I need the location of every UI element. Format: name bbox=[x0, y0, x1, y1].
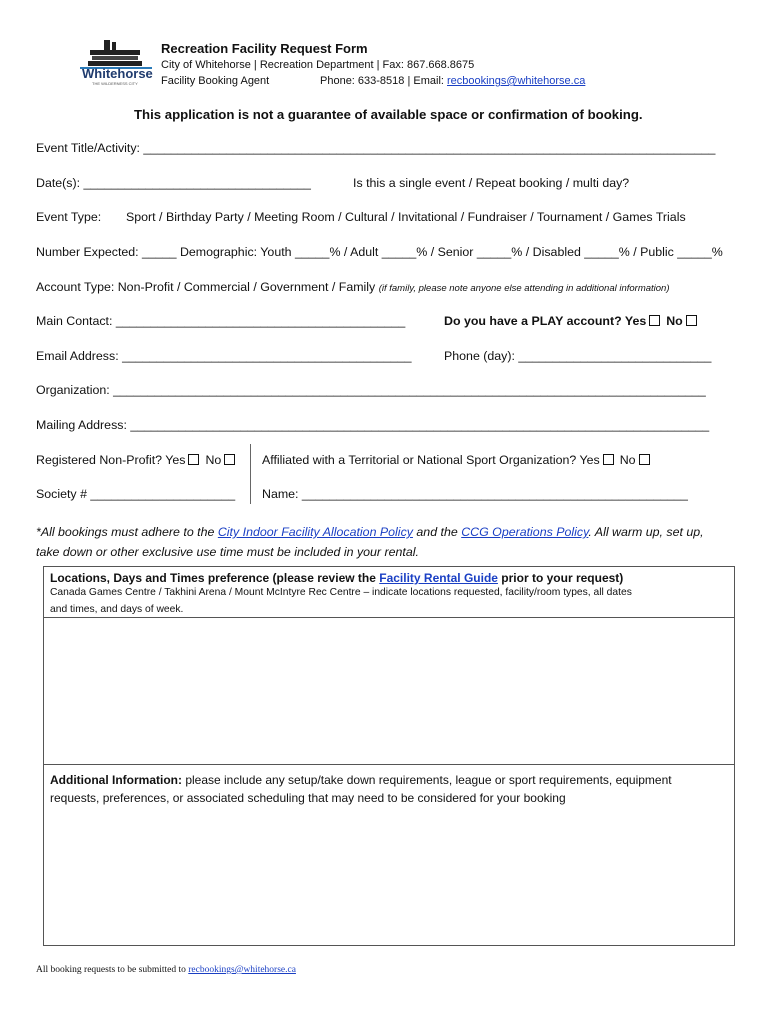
city-logo bbox=[80, 38, 152, 88]
policy-prefix: *All bookings must adhere to the bbox=[36, 525, 218, 539]
header-email-link[interactable]: recbookings@whitehorse.ca bbox=[447, 75, 586, 87]
section-divider bbox=[44, 764, 734, 765]
policy-note bbox=[36, 525, 704, 539]
locations-description-line2: and times, and days of week. bbox=[50, 604, 184, 615]
locations-title-suffix: prior to your request) bbox=[497, 571, 624, 585]
affiliated-no-checkbox[interactable] bbox=[639, 454, 650, 465]
play-no-checkbox[interactable] bbox=[686, 315, 697, 326]
organization-field[interactable]: Organization: ______________________________________________________________________________________ bbox=[36, 383, 706, 397]
non-profit-yes-label: Registered Non-Profit? Yes bbox=[36, 453, 186, 467]
logo-text: Whitehorse bbox=[82, 66, 153, 81]
email-field[interactable]: Email Address: __________________________________________ bbox=[36, 349, 412, 363]
column-divider bbox=[250, 444, 251, 504]
additional-info-line2: requests, preferences, or associated scheduling that may need to be considered for your booking bbox=[50, 791, 566, 805]
footer-text: All booking requests to be submitted to bbox=[36, 965, 189, 975]
organization-name-field[interactable]: Name: ________________________________________________________ bbox=[262, 487, 688, 501]
additional-info-label: Additional Information: bbox=[50, 773, 182, 787]
locations-description-line1: Canada Games Centre / Takhini Arena / Mount McIntyre Rec Centre – indicate locations requested, facility/room types, all dates bbox=[50, 587, 632, 598]
footer-email-link[interactable]: recbookings@whitehorse.ca bbox=[188, 965, 296, 975]
footer-note bbox=[36, 965, 296, 975]
number-expected-field[interactable]: Number Expected: _____ Demographic: Youth _____% / Adult _____% / Senior _____% / Disabled _____% / Public _____% bbox=[36, 245, 723, 259]
non-profit-no-label: No bbox=[205, 453, 222, 467]
allocation-policy-link[interactable]: City Indoor Facility Allocation Policy bbox=[217, 525, 413, 539]
account-type-options[interactable]: Account Type: Non-Profit / Commercial / Government / Family bbox=[36, 280, 379, 294]
operations-policy-link[interactable]: CCG Operations Policy bbox=[461, 525, 589, 539]
booking-agent-label: Facility Booking Agent bbox=[161, 75, 270, 87]
policy-mid: and the bbox=[412, 525, 462, 539]
main-contact-field[interactable]: Main Contact: __________________________________________ bbox=[36, 314, 406, 328]
non-profit-question bbox=[36, 453, 235, 467]
event-type-label: Event Type: bbox=[36, 210, 102, 224]
locations-title-prefix: Locations, Days and Times preference (please review the bbox=[50, 571, 380, 585]
locations-heading bbox=[50, 571, 623, 585]
dates-field[interactable]: Date(s): _________________________________ bbox=[36, 176, 311, 190]
mailing-address-field[interactable]: Mailing Address: ____________________________________________________________________________________ bbox=[36, 418, 710, 432]
play-account-question bbox=[444, 314, 697, 328]
additional-info-line1 bbox=[50, 773, 672, 787]
play-account-yes-label: Do you have a PLAY account? Yes bbox=[444, 314, 647, 328]
phone-text: Phone: 633-8518 | Email: bbox=[320, 75, 447, 87]
phone-field[interactable]: Phone (day): ____________________________ bbox=[444, 349, 712, 363]
policy-note-line2: take down or other exclusive use time must be included in your rental. bbox=[36, 545, 419, 559]
account-type-field[interactable] bbox=[36, 280, 670, 294]
form-title: Recreation Facility Request Form bbox=[161, 41, 368, 56]
affiliation-no-label: No bbox=[619, 453, 636, 467]
locations-input-area[interactable] bbox=[45, 619, 731, 762]
booking-frequency-options[interactable]: Is this a single event / Repeat booking / multi day? bbox=[353, 176, 630, 190]
policy-suffix: . All warm up, set up, bbox=[588, 525, 704, 539]
event-type-options[interactable]: Sport / Birthday Party / Meeting Room / Cultural / Invitational / Fundraiser / Tournament / Games Trials bbox=[126, 210, 686, 224]
play-yes-checkbox[interactable] bbox=[649, 315, 660, 326]
play-account-no-label: No bbox=[666, 314, 683, 328]
society-number-field[interactable]: Society # _____________________ bbox=[36, 487, 236, 501]
additional-info-text1: please include any setup/take down requirements, league or sport requirements, equipment bbox=[181, 773, 672, 787]
account-type-note: (if family, please note anyone else attending in additional information) bbox=[378, 283, 670, 294]
contact-line bbox=[320, 75, 585, 87]
nonprofit-no-checkbox[interactable] bbox=[224, 454, 235, 465]
notice-heading: This application is not a guarantee of available space or confirmation of booking. bbox=[134, 107, 643, 122]
affiliated-yes-checkbox[interactable] bbox=[603, 454, 614, 465]
facility-rental-guide-link[interactable]: Facility Rental Guide bbox=[379, 571, 498, 585]
event-title-field[interactable]: Event Title/Activity: ___________________________________________________________________________________ bbox=[36, 141, 716, 155]
additional-info-input-area[interactable] bbox=[45, 810, 731, 942]
affiliation-yes-label: Affiliated with a Territorial or National Sport Organization? Yes bbox=[262, 453, 600, 467]
department-line: City of Whitehorse | Recreation Department | Fax: 867.668.8675 bbox=[161, 59, 475, 71]
affiliation-question bbox=[262, 453, 650, 467]
locations-header-divider bbox=[44, 617, 734, 618]
logo-subtext: THE WILDERNESS CITY bbox=[92, 81, 138, 86]
nonprofit-yes-checkbox[interactable] bbox=[188, 454, 199, 465]
